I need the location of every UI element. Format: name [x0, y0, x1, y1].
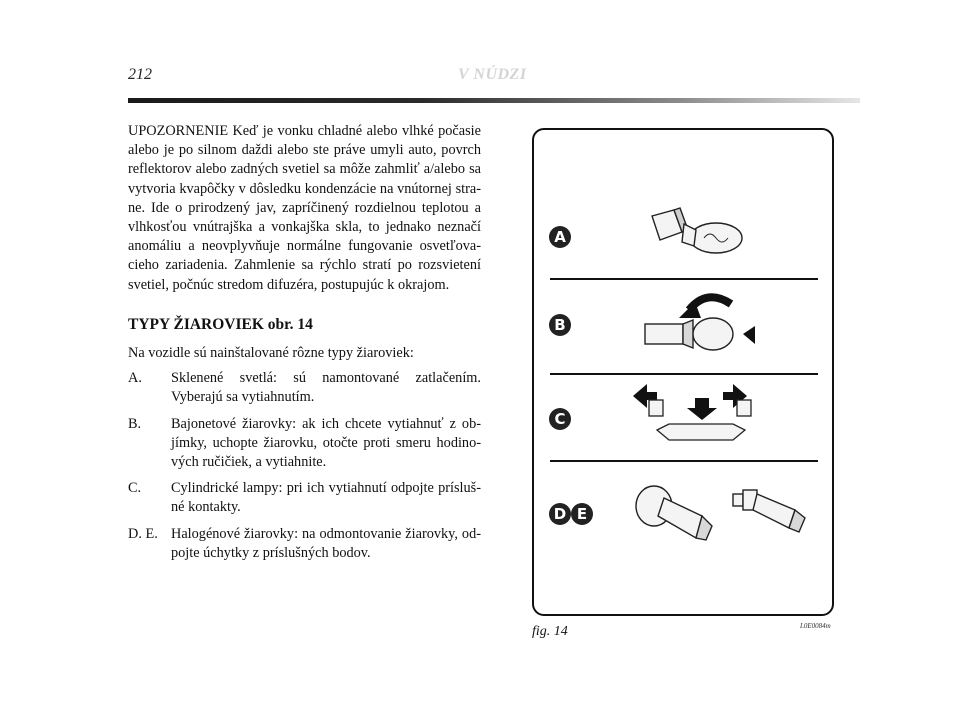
list-item-key: A. — [128, 370, 142, 387]
header-rule — [128, 98, 860, 103]
list-item-text: Cylindrické lampy: pri ich vytiahnutí odpojte prísluš-né kontakty. — [171, 480, 481, 516]
list-item — [128, 479, 481, 517]
halogen-bulb-icon — [632, 480, 722, 550]
figure-divider — [550, 373, 818, 375]
label-c: C — [549, 408, 571, 430]
list-item-text: Bajonetové žiarovky: ak ich chcete vytiahnuť z ob-jímky, uchopte žiarovku, otočte proti smeru hodino-vých ručičiek, a vytiahnite. — [171, 415, 481, 471]
label-d: D — [549, 503, 571, 525]
figure-caption: fig. 14 — [532, 624, 568, 639]
halogen-bulb-icon — [729, 480, 814, 545]
list-item-text: Halogénové žiarovky: na odmontovanie žiarovky, od-pojte úchytky z príslušných bodov. — [171, 525, 481, 561]
intro-paragraph: Na vozidle sú nainštalované rôzne typy žiaroviek: — [128, 345, 414, 362]
list-item — [128, 369, 481, 407]
figure-divider — [550, 278, 818, 280]
label-e: E — [571, 503, 593, 525]
list-item — [128, 415, 481, 473]
running-header: V NÚDZI — [458, 66, 527, 83]
cylindrical-lamp-icon — [629, 380, 774, 450]
figure-divider — [550, 460, 818, 462]
page-number: 212 — [128, 66, 152, 83]
list-item-key: C. — [128, 480, 142, 497]
bulb-type-list — [128, 369, 481, 563]
text-column — [128, 122, 481, 570]
figure-frame — [532, 128, 834, 616]
list-item-text: Sklenené svetlá: sú namontované zatlačením. Vyberajú sa vytiahnutím. — [171, 370, 481, 406]
list-item-key: B. — [128, 415, 142, 432]
figure-code: L0E0084m — [800, 622, 831, 630]
glass-bulb-icon — [644, 202, 744, 262]
section-title: TYPY ŽIAROVIEK obr. 14 — [128, 315, 313, 333]
warning-paragraph: UPOZORNENIE Keď je vonku chladné alebo vlhké počasie alebo je po silnom daždi alebo ste práve umyli auto, povrch reflektorov alebo zadných svetiel sa môže zahmliť a/alebo sa vytvoria kvapôčky v dôsledku kondenzácie na vnútornej stra-ne. Ide o prirodzený jav, zapríčinený rozdielnou teplotou a vlhkosťou vnútrajška a vonkajška skla, to jednako neznačí anomáliu a neovplyvňuje normálne fungovanie osvetľova-cieho zariadenia. Zahmlenie sa rýchlo stratí po rozsvietení svetiel, počnúc stredom difuzéra, postupujúc k okrajom. — [128, 123, 481, 293]
list-item-key: D. E. — [128, 525, 158, 542]
label-a: A — [549, 226, 571, 248]
bayonet-bulb-icon — [639, 290, 764, 362]
list-item — [128, 525, 481, 563]
label-b: B — [549, 314, 571, 336]
